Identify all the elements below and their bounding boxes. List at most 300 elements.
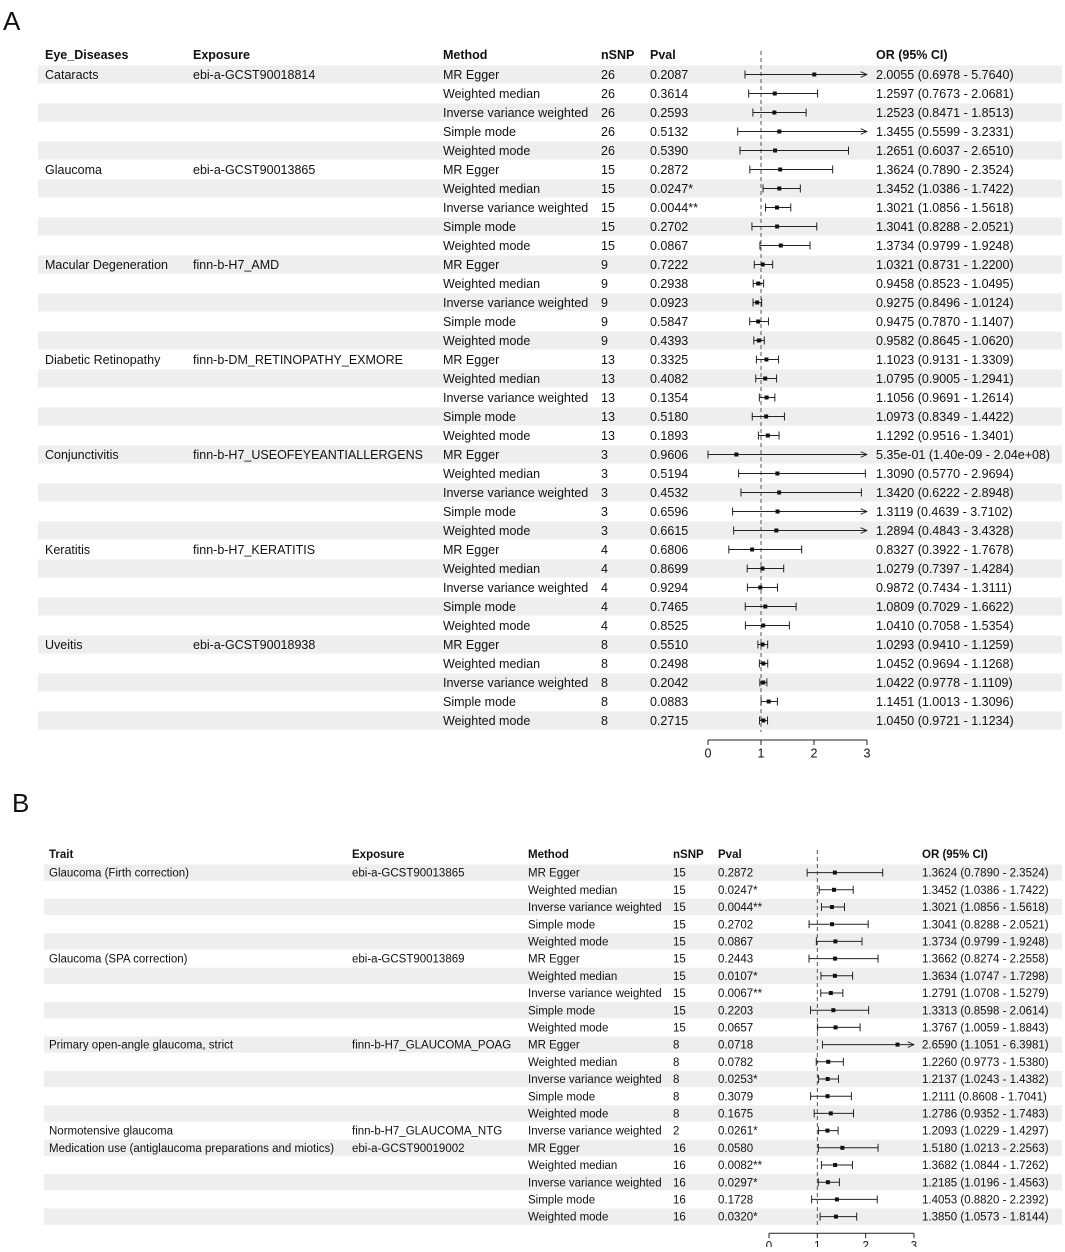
cell-nsnp: 16 <box>673 1142 686 1155</box>
x-tick-label: 0 <box>765 1240 773 1247</box>
cell-method: MR Egger <box>443 163 500 177</box>
cell-or-ci: 1.3850 (1.0573 - 1.8144) <box>922 1211 1049 1224</box>
cell-or-ci: 1.3452 (1.0386 - 1.7422) <box>876 182 1014 196</box>
cell-trait: Macular Degeneration <box>45 258 168 272</box>
cell-nsnp: 3 <box>601 448 608 462</box>
cell-trait: Keratitis <box>45 543 91 557</box>
cell-trait: Diabetic Retinopathy <box>45 353 161 367</box>
or-point <box>833 957 837 961</box>
cell-method: MR Egger <box>528 867 580 880</box>
cell-pval: 0.5194 <box>650 467 689 481</box>
cell-nsnp: 9 <box>601 315 608 329</box>
cell-nsnp: 3 <box>601 467 608 481</box>
cell-trait: Glaucoma (Firth correction) <box>49 867 189 880</box>
or-point <box>896 1043 900 1047</box>
cell-or-ci: 1.0795 (0.9005 - 1.2941) <box>876 372 1014 386</box>
cell-exposure: finn-b-DM_RETINOPATHY_EXMORE <box>193 353 403 367</box>
x-tick-label: 1 <box>757 746 765 761</box>
cell-pval: 0.2203 <box>718 1005 754 1018</box>
or-point <box>776 510 780 514</box>
cell-nsnp: 15 <box>673 970 686 983</box>
or-point <box>757 339 761 343</box>
cell-pval: 0.1728 <box>718 1194 754 1207</box>
cell-trait: Glaucoma <box>45 163 102 177</box>
cell-nsnp: 9 <box>601 258 608 272</box>
cell-method: Inverse variance weighted <box>528 1074 662 1087</box>
or-point <box>756 320 760 324</box>
or-point <box>758 586 762 590</box>
or-point <box>773 92 777 96</box>
cell-method: Weighted median <box>443 372 541 386</box>
cell-method: Weighted median <box>443 277 541 291</box>
or-point <box>761 263 765 267</box>
cell-method: Simple mode <box>443 695 516 709</box>
cell-nsnp: 9 <box>601 277 608 291</box>
cell-or-ci: 0.9872 (0.7434 - 1.3111) <box>876 581 1012 595</box>
or-point <box>761 681 765 685</box>
cell-exposure: ebi-a-GCST90018938 <box>193 638 316 652</box>
cell-or-ci: 1.3313 (0.8598 - 2.0614) <box>922 1005 1049 1018</box>
cell-or-ci: 1.3662 (0.8274 - 2.2558) <box>922 953 1049 966</box>
cell-pval: 0.4393 <box>650 334 689 348</box>
or-point <box>830 905 834 909</box>
cell-nsnp: 8 <box>673 1091 680 1104</box>
cell-or-ci: 1.0410 (0.7058 - 1.5354) <box>876 619 1014 633</box>
cell-or-ci: 1.3119 (0.4639 - 3.7102) <box>876 505 1013 519</box>
cell-pval: 0.0247* <box>718 884 758 897</box>
cell-pval: 0.0883 <box>650 695 689 709</box>
cell-pval: 0.3614 <box>650 87 689 101</box>
or-point <box>832 888 836 892</box>
forest-plot-b <box>0 780 1065 1247</box>
column-header: Trait <box>49 849 74 861</box>
cell-method: Simple mode <box>443 600 516 614</box>
cell-nsnp: 15 <box>673 1022 686 1035</box>
cell-method: Weighted median <box>528 1160 618 1173</box>
column-header: Exposure <box>352 849 405 861</box>
cell-nsnp: 15 <box>673 919 686 932</box>
cell-nsnp: 8 <box>673 1108 680 1121</box>
cell-method: Inverse variance weighted <box>528 988 662 1001</box>
cell-method: MR Egger <box>443 543 500 557</box>
or-point <box>831 1008 835 1012</box>
cell-pval: 0.0867 <box>650 239 689 253</box>
cell-pval: 0.0923 <box>650 296 689 310</box>
cell-pval: 0.5390 <box>650 144 689 158</box>
cell-or-ci: 1.3682 (1.0844 - 1.7262) <box>922 1160 1049 1173</box>
or-point <box>755 301 759 305</box>
column-header: Method <box>443 48 488 62</box>
cell-nsnp: 15 <box>673 902 686 915</box>
or-point <box>761 643 765 647</box>
cell-nsnp: 3 <box>601 486 608 500</box>
cell-nsnp: 26 <box>601 125 615 139</box>
cell-method: Weighted mode <box>528 936 609 949</box>
cell-or-ci: 1.3624 (0.7890 - 2.3524) <box>922 867 1049 880</box>
cell-pval: 0.0867 <box>718 936 754 949</box>
cell-method: Weighted mode <box>443 429 531 443</box>
cell-nsnp: 15 <box>601 163 615 177</box>
cell-nsnp: 15 <box>673 988 686 1001</box>
cell-or-ci: 0.9458 (0.8523 - 1.0495) <box>876 277 1014 291</box>
cell-method: Weighted mode <box>443 619 531 633</box>
cell-nsnp: 15 <box>601 201 615 215</box>
forest-panel-b <box>0 780 1065 1247</box>
cell-or-ci: 1.3041 (0.8288 - 2.0521) <box>876 220 1014 234</box>
cell-or-ci: 1.1451 (1.0013 - 1.3096) <box>876 695 1014 709</box>
cell-nsnp: 4 <box>601 581 608 595</box>
or-point <box>773 149 777 153</box>
or-point <box>829 1111 833 1115</box>
cell-method: MR Egger <box>443 258 500 272</box>
cell-nsnp: 15 <box>673 1005 686 1018</box>
cell-method: Simple mode <box>443 220 516 234</box>
or-point <box>778 168 782 172</box>
cell-pval: 0.1893 <box>650 429 689 443</box>
or-point <box>765 396 769 400</box>
cell-or-ci: 1.2111 (0.8608 - 1.7041) <box>922 1091 1047 1104</box>
cell-method: MR Egger <box>443 353 500 367</box>
cell-pval: 0.0320* <box>718 1211 758 1224</box>
cell-pval: 0.3325 <box>650 353 689 367</box>
cell-method: MR Egger <box>443 448 500 462</box>
cell-pval: 0.7222 <box>650 258 689 272</box>
cell-or-ci: 1.2523 (0.8471 - 1.8513) <box>876 106 1014 120</box>
cell-pval: 0.0718 <box>718 1039 754 1052</box>
cell-pval: 0.0297* <box>718 1177 758 1190</box>
cell-method: Inverse variance weighted <box>443 391 589 405</box>
cell-nsnp: 15 <box>673 953 686 966</box>
cell-pval: 0.5847 <box>650 315 689 329</box>
cell-method: Inverse variance weighted <box>443 581 589 595</box>
cell-or-ci: 1.3090 (0.5770 - 2.9694) <box>876 467 1014 481</box>
cell-or-ci: 1.3452 (1.0386 - 1.7422) <box>922 884 1049 897</box>
or-point <box>834 1215 838 1219</box>
or-point <box>825 1129 829 1133</box>
cell-method: Inverse variance weighted <box>528 902 662 915</box>
cell-nsnp: 9 <box>601 334 608 348</box>
cell-method: Weighted median <box>528 884 618 897</box>
cell-nsnp: 4 <box>601 562 608 576</box>
or-point <box>833 939 837 943</box>
or-point <box>760 567 764 571</box>
cell-trait: Conjunctivitis <box>45 448 119 462</box>
cell-or-ci: 1.5180 (1.0213 - 2.2563) <box>922 1142 1049 1155</box>
cell-exposure: ebi-a-GCST90018814 <box>193 68 316 82</box>
cell-or-ci: 1.3767 (1.0059 - 1.8843) <box>922 1022 1049 1035</box>
cell-trait: Medication use (antiglaucoma preparations and miotics) <box>49 1142 335 1155</box>
cell-trait: Primary open-angle glaucoma, strict <box>49 1039 234 1052</box>
cell-nsnp: 8 <box>601 638 608 652</box>
cell-nsnp: 15 <box>673 936 686 949</box>
cell-or-ci: 1.1056 (0.9691 - 1.2614) <box>876 391 1014 405</box>
or-point <box>826 1180 830 1184</box>
cell-method: Weighted median <box>443 87 541 101</box>
cell-nsnp: 15 <box>673 867 686 880</box>
cell-or-ci: 5.35e-01 (1.40e-09 - 2.04e+08) <box>876 448 1051 462</box>
cell-pval: 0.2715 <box>650 714 689 728</box>
cell-pval: 0.0580 <box>718 1142 754 1155</box>
or-point <box>777 130 781 134</box>
column-header: Exposure <box>193 48 250 62</box>
cell-pval: 0.3079 <box>718 1091 754 1104</box>
cell-or-ci: 0.9582 (0.8645 - 1.0620) <box>876 334 1014 348</box>
cell-nsnp: 3 <box>601 505 608 519</box>
cell-or-ci: 1.2597 (0.7673 - 2.0681) <box>876 87 1014 101</box>
or-point <box>775 225 779 229</box>
cell-pval: 0.6806 <box>650 543 689 557</box>
or-point <box>779 244 783 248</box>
cell-nsnp: 16 <box>673 1160 686 1173</box>
cell-method: Simple mode <box>443 125 516 139</box>
cell-pval: 0.8699 <box>650 562 689 576</box>
cell-pval: 0.0044** <box>718 902 763 915</box>
cell-exposure: finn-b-H7_USEOFEYEANTIALLERGENS <box>193 448 423 462</box>
cell-or-ci: 1.0973 (0.8349 - 1.4422) <box>876 410 1014 424</box>
or-point <box>775 472 779 476</box>
cell-pval: 0.0247* <box>650 182 694 196</box>
or-point <box>764 415 768 419</box>
or-point <box>833 974 837 978</box>
cell-nsnp: 8 <box>673 1074 680 1087</box>
cell-pval: 0.0082** <box>718 1160 763 1173</box>
or-point <box>767 700 771 704</box>
or-point <box>777 187 781 191</box>
cell-nsnp: 8 <box>601 714 608 728</box>
or-point <box>835 1197 839 1201</box>
panel-label-a: A <box>3 6 21 36</box>
x-tick-label: 2 <box>810 746 818 761</box>
or-point <box>761 662 765 666</box>
cell-or-ci: 1.0809 (0.7029 - 1.6622) <box>876 600 1014 614</box>
cell-pval: 0.2872 <box>650 163 689 177</box>
cell-nsnp: 2 <box>673 1125 680 1138</box>
cell-or-ci: 0.9275 (0.8496 - 1.0124) <box>876 296 1014 310</box>
cell-pval: 0.2593 <box>650 106 689 120</box>
or-point <box>840 1146 844 1150</box>
cell-nsnp: 16 <box>673 1177 686 1190</box>
cell-method: Weighted mode <box>443 524 531 538</box>
cell-method: Inverse variance weighted <box>443 486 589 500</box>
cell-nsnp: 8 <box>601 657 608 671</box>
cell-exposure: ebi-a-GCST90013865 <box>352 867 465 880</box>
column-header: Eye_Diseases <box>45 48 129 62</box>
column-header: OR (95% CI) <box>922 849 988 861</box>
or-point <box>761 719 765 723</box>
panel-label-b: B <box>12 788 30 818</box>
cell-method: Inverse variance weighted <box>443 201 589 215</box>
cell-nsnp: 4 <box>601 543 608 557</box>
cell-nsnp: 13 <box>601 353 615 367</box>
or-point <box>764 358 768 362</box>
cell-or-ci: 1.3734 (0.9799 - 1.9248) <box>922 936 1049 949</box>
cell-or-ci: 1.4053 (0.8820 - 2.2392) <box>922 1194 1049 1207</box>
or-point <box>772 111 776 115</box>
or-point <box>756 282 760 286</box>
cell-method: Weighted median <box>443 467 541 481</box>
cell-or-ci: 1.1023 (0.9131 - 1.3309) <box>876 353 1014 367</box>
cell-exposure: ebi-a-GCST90013865 <box>193 163 316 177</box>
cell-method: Weighted median <box>443 182 541 196</box>
cell-method: Inverse variance weighted <box>528 1125 662 1138</box>
or-point <box>761 624 765 628</box>
cell-exposure: finn-b-H7_GLAUCOMA_NTG <box>352 1125 503 1138</box>
cell-method: Weighted mode <box>443 239 531 253</box>
cell-nsnp: 26 <box>601 106 615 120</box>
column-header: nSNP <box>673 849 704 861</box>
cell-nsnp: 3 <box>601 524 608 538</box>
cell-pval: 0.8525 <box>650 619 689 633</box>
cell-or-ci: 1.2093 (1.0229 - 1.4297) <box>922 1125 1049 1138</box>
cell-pval: 0.5180 <box>650 410 689 424</box>
cell-method: Weighted mode <box>528 1211 609 1224</box>
cell-or-ci: 1.3634 (1.0747 - 1.7298) <box>922 970 1049 983</box>
cell-pval: 0.2443 <box>718 953 754 966</box>
cell-pval: 0.0782 <box>718 1056 754 1069</box>
cell-pval: 0.9606 <box>650 448 689 462</box>
column-header: Method <box>528 849 569 861</box>
cell-or-ci: 1.0321 (0.8731 - 1.2200) <box>876 258 1014 272</box>
cell-method: Weighted mode <box>443 334 531 348</box>
cell-method: Weighted mode <box>443 714 531 728</box>
cell-pval: 0.7465 <box>650 600 689 614</box>
cell-or-ci: 1.0293 (0.9410 - 1.1259) <box>876 638 1014 652</box>
cell-nsnp: 8 <box>601 695 608 709</box>
cell-or-ci: 0.8327 (0.3922 - 1.7678) <box>876 543 1014 557</box>
cell-method: Simple mode <box>443 315 516 329</box>
cell-or-ci: 1.2185 (1.0196 - 1.4563) <box>922 1177 1049 1190</box>
cell-method: Simple mode <box>443 505 516 519</box>
cell-nsnp: 8 <box>673 1056 680 1069</box>
or-point <box>763 377 767 381</box>
cell-or-ci: 1.2651 (0.6037 - 2.6510) <box>876 144 1014 158</box>
cell-pval: 0.2042 <box>650 676 689 690</box>
cell-method: Inverse variance weighted <box>528 1177 662 1190</box>
cell-nsnp: 4 <box>601 600 608 614</box>
cell-exposure: finn-b-H7_GLAUCOMA_POAG <box>352 1039 512 1052</box>
cell-or-ci: 1.1292 (0.9516 - 1.3401) <box>876 429 1014 443</box>
cell-pval: 0.5132 <box>650 125 689 139</box>
cell-or-ci: 1.3420 (0.6222 - 2.8948) <box>876 486 1014 500</box>
cell-nsnp: 16 <box>673 1194 686 1207</box>
cell-or-ci: 1.2791 (1.0708 - 1.5279) <box>922 988 1049 1001</box>
x-tick-label: 3 <box>910 1240 918 1247</box>
cell-pval: 0.2938 <box>650 277 689 291</box>
cell-or-ci: 1.3455 (0.5599 - 3.2331) <box>876 125 1014 139</box>
cell-pval: 0.0261* <box>718 1125 758 1138</box>
cell-exposure: ebi-a-GCST90013869 <box>352 953 465 966</box>
cell-nsnp: 13 <box>601 410 615 424</box>
cell-trait: Cataracts <box>45 68 99 82</box>
or-point <box>763 605 767 609</box>
cell-trait: Uveitis <box>45 638 83 652</box>
column-header: nSNP <box>601 48 635 62</box>
cell-pval: 0.1675 <box>718 1108 754 1121</box>
or-point <box>734 453 738 457</box>
cell-pval: 0.1354 <box>650 391 689 405</box>
or-point <box>833 1163 837 1167</box>
or-point <box>834 1025 838 1029</box>
cell-method: Simple mode <box>528 1005 596 1018</box>
cell-trait: Glaucoma (SPA correction) <box>49 953 188 966</box>
cell-method: Weighted mode <box>528 1022 609 1035</box>
cell-method: Weighted mode <box>528 1108 609 1121</box>
cell-or-ci: 1.0452 (0.9694 - 1.1268) <box>876 657 1014 671</box>
or-point <box>829 991 833 995</box>
cell-method: Simple mode <box>528 919 596 932</box>
cell-or-ci: 1.3624 (0.7890 - 2.3524) <box>876 163 1014 177</box>
cell-method: MR Egger <box>443 68 500 82</box>
cell-pval: 0.0253* <box>718 1074 758 1087</box>
or-point <box>766 434 770 438</box>
cell-exposure: ebi-a-GCST90019002 <box>352 1142 465 1155</box>
cell-nsnp: 26 <box>601 144 615 158</box>
cell-nsnp: 8 <box>673 1039 680 1052</box>
cell-pval: 0.0657 <box>718 1022 754 1035</box>
or-point <box>775 206 779 210</box>
column-header: Pval <box>650 48 676 62</box>
cell-nsnp: 13 <box>601 391 615 405</box>
x-tick-label: 2 <box>862 1240 869 1247</box>
cell-or-ci: 1.0422 (0.9778 - 1.1109) <box>876 676 1013 690</box>
cell-or-ci: 1.2894 (0.4843 - 3.4328) <box>876 524 1014 538</box>
cell-or-ci: 1.2786 (0.9352 - 1.7483) <box>922 1108 1049 1121</box>
cell-method: Simple mode <box>528 1194 596 1207</box>
cell-method: MR Egger <box>528 1142 580 1155</box>
cell-nsnp: 13 <box>601 429 615 443</box>
cell-nsnp: 8 <box>601 676 608 690</box>
cell-method: Inverse variance weighted <box>443 106 589 120</box>
cell-pval: 0.2872 <box>718 867 754 880</box>
cell-nsnp: 15 <box>601 239 615 253</box>
cell-pval: 0.4082 <box>650 372 689 386</box>
cell-pval: 0.0044** <box>650 201 698 215</box>
cell-method: Weighted median <box>443 657 541 671</box>
cell-nsnp: 15 <box>601 220 615 234</box>
or-point <box>830 922 834 926</box>
cell-pval: 0.0107* <box>718 970 758 983</box>
or-point <box>826 1077 830 1081</box>
cell-nsnp: 26 <box>601 68 615 82</box>
x-tick-label: 0 <box>704 746 712 761</box>
cell-method: Simple mode <box>443 410 516 424</box>
x-tick-label: 1 <box>814 1240 821 1247</box>
cell-pval: 0.6615 <box>650 524 689 538</box>
cell-method: Weighted median <box>528 1056 618 1069</box>
cell-or-ci: 1.2137 (1.0243 - 1.4382) <box>922 1074 1049 1087</box>
cell-pval: 0.2087 <box>650 68 689 82</box>
or-point <box>812 73 816 77</box>
cell-exposure: finn-b-H7_KERATITIS <box>193 543 316 557</box>
or-point <box>826 1060 830 1064</box>
column-header: OR (95% CI) <box>876 48 948 62</box>
cell-or-ci: 2.6590 (1.1051 - 6.3981) <box>922 1039 1049 1052</box>
cell-exposure: finn-b-H7_AMD <box>193 258 280 272</box>
cell-nsnp: 13 <box>601 372 615 386</box>
cell-method: Simple mode <box>528 1091 596 1104</box>
or-point <box>777 491 781 495</box>
cell-pval: 0.2702 <box>650 220 689 234</box>
cell-pval: 0.0067** <box>718 988 763 1001</box>
cell-pval: 0.6596 <box>650 505 689 519</box>
cell-nsnp: 26 <box>601 87 615 101</box>
cell-or-ci: 0.9475 (0.7870 - 1.1407) <box>876 315 1014 329</box>
cell-method: Inverse variance weighted <box>443 296 589 310</box>
cell-or-ci: 1.3021 (1.0856 - 1.5618) <box>876 201 1014 215</box>
cell-or-ci: 1.0450 (0.9721 - 1.1234) <box>876 714 1014 728</box>
cell-pval: 0.5510 <box>650 638 689 652</box>
cell-or-ci: 1.3041 (0.8288 - 2.0521) <box>922 919 1049 932</box>
